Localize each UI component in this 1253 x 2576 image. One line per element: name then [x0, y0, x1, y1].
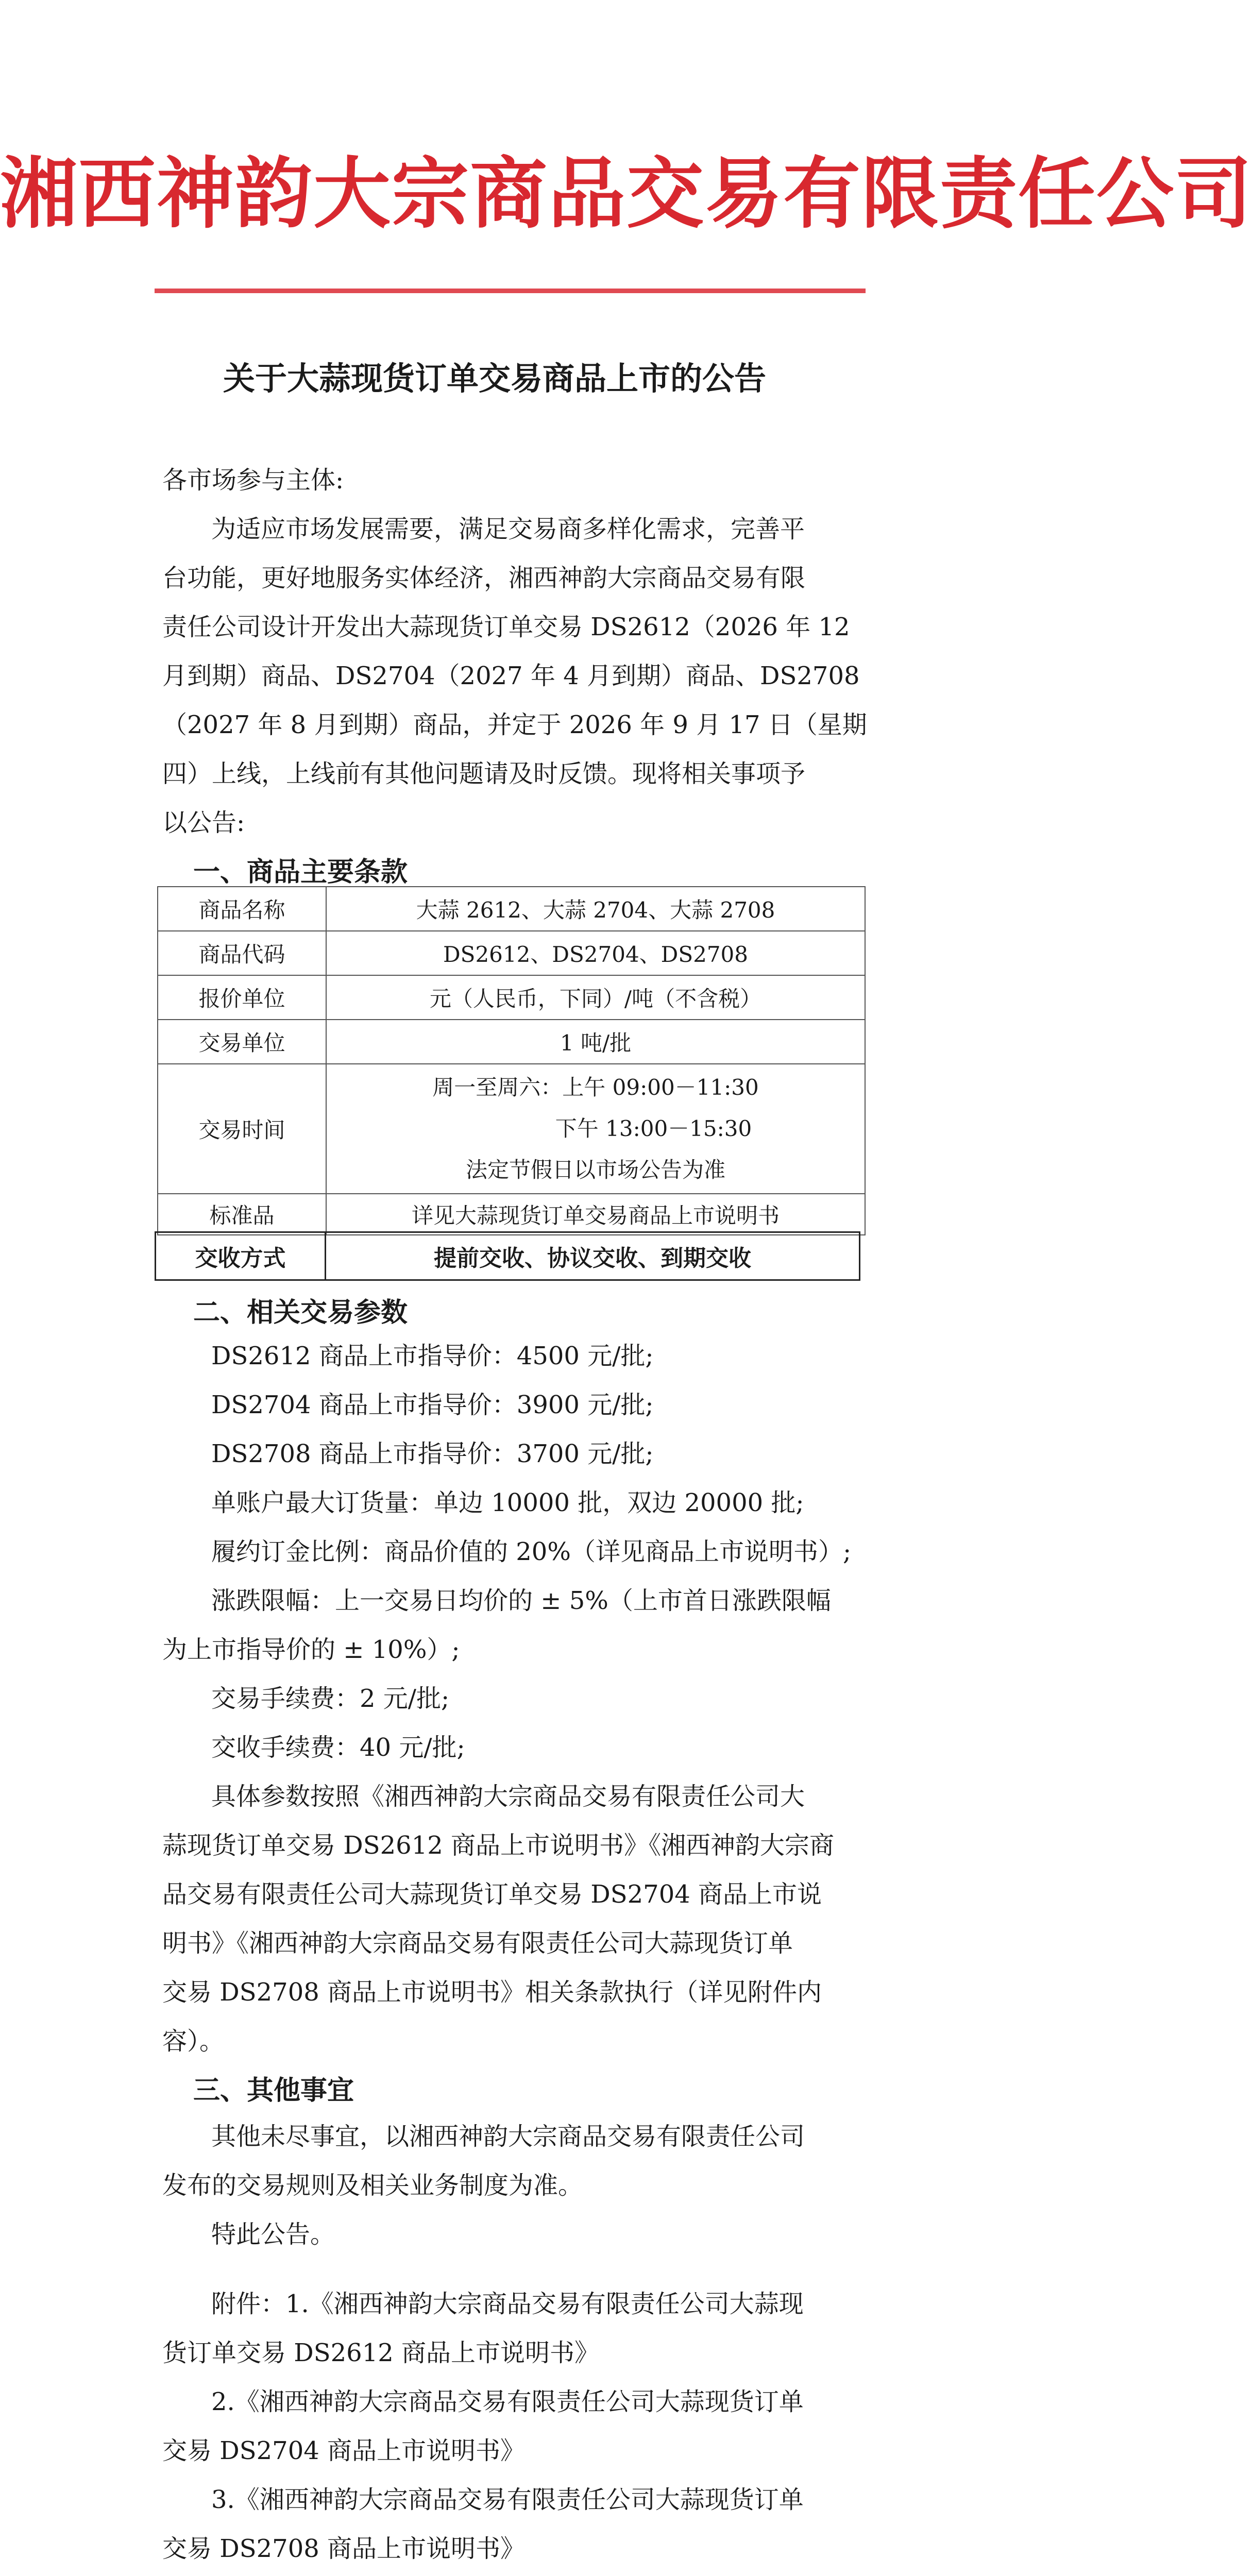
section2-heading: 二、相关交易参数 [193, 1297, 408, 1328]
section3-heading: 三、其他事宜 [193, 2075, 354, 2106]
table-row [158, 1194, 865, 1235]
intro-line: 月到期）商品、DS2704（2027 年 4 月到期）商品、DS2708 [162, 662, 860, 690]
param-line: DS2708 商品上市指导价：3700 元/批; [211, 1439, 654, 1468]
param-line: 为上市指导价的 ± 10%）; [162, 1635, 460, 1664]
param-line: 容）。 [162, 2027, 225, 2056]
other-line: 发布的交易规则及相关业务制度为准。 [162, 2171, 583, 2200]
intro-line: 台功能，更好地服务实体经济，湘西神韵大宗商品交易有限 [162, 564, 806, 592]
header-divider [155, 289, 866, 293]
row-label: 交易时间 [158, 1064, 326, 1194]
other-matters [162, 2112, 805, 2259]
row-label: 交易单位 [158, 1020, 326, 1064]
row-value: 1 吨/批 [326, 1020, 865, 1064]
row-value: 大蒜 2612、大蒜 2704、大蒜 2708 [326, 887, 865, 931]
param-line: 交易手续费：2 元/批; [211, 1684, 450, 1713]
intro-paragraph [162, 505, 867, 848]
trading-time-line: 周一至周六：上午 09:00－11:30 [432, 1075, 759, 1100]
row-label: 标准品 [158, 1194, 326, 1235]
trading-time-cell [326, 1064, 865, 1194]
param-line: 蒜现货订单交易 DS2612 商品上市说明书》《湘西神韵大宗商 [162, 1831, 835, 1860]
param-line: 具体参数按照《湘西神韵大宗商品交易有限责任公司大 [211, 1782, 805, 1811]
param-line: 品交易有限责任公司大蒜现货订单交易 DS2704 商品上市说 [162, 1880, 822, 1909]
param-line: 单账户最大订货量：单边 10000 批，双边 20000 批; [211, 1488, 804, 1517]
table-row [158, 1064, 865, 1194]
row-label: 商品名称 [158, 887, 326, 931]
row-label: 交收方式 [156, 1232, 326, 1280]
param-line: 交收手续费：40 元/批; [211, 1733, 465, 1762]
intro-line: 为适应市场发展需要，满足交易商多样化需求，完善平 [211, 515, 805, 544]
notice-title: 关于大蒜现货订单交易商品上市的公告 [223, 360, 766, 397]
other-line: 其他未尽事宜，以湘西神韵大宗商品交易有限责任公司 [211, 2122, 805, 2151]
company-header: 湘西神韵大宗商品交易有限责任公司 [0, 148, 1253, 239]
attachment-line: 3.《湘西神韵大宗商品交易有限责任公司大蒜现货订单 [211, 2485, 804, 2514]
param-line: DS2704 商品上市指导价：3900 元/批; [211, 1391, 654, 1419]
row-value: 详见大蒜现货订单交易商品上市说明书 [326, 1194, 865, 1235]
intro-line: 责任公司设计开发出大蒜现货订单交易 DS2612（2026 年 12 [162, 613, 850, 641]
row-label: 报价单位 [158, 975, 326, 1020]
attachment-line: 交易 DS2704 商品上市说明书》 [162, 2436, 526, 2465]
attachment-line: 2.《湘西神韵大宗商品交易有限责任公司大蒜现货订单 [211, 2387, 804, 2416]
param-line: 履约订金比例：商品价值的 20%（详见商品上市说明书）; [211, 1537, 852, 1566]
row-value: 提前交收、协议交收、到期交收 [326, 1232, 860, 1280]
table-row [158, 887, 865, 931]
row-value: DS2612、DS2704、DS2708 [326, 931, 865, 975]
terms-table [157, 886, 866, 1235]
param-line: 明书》《湘西神韵大宗商品交易有限责任公司大蒜现货订单 [162, 1929, 793, 1958]
intro-line: （2027 年 8 月到期）商品，并定于 2026 年 9 月 17 日（星期 [162, 710, 867, 739]
param-line: DS2612 商品上市指导价：4500 元/批; [211, 1342, 654, 1370]
table-row [156, 1232, 860, 1280]
table-row [158, 1020, 865, 1064]
other-line: 特此公告。 [211, 2220, 335, 2249]
attachments [162, 2280, 804, 2573]
param-line: 涨跌限幅：上一交易日均价的 ± 5%（上市首日涨跌限幅 [211, 1586, 831, 1615]
attachment-line: 附件：1.《湘西神韵大宗商品交易有限责任公司大蒜现 [211, 2290, 804, 2318]
intro-line: 四）上线，上线前有其他问题请及时反馈。现将相关事项予 [162, 759, 806, 788]
row-value: 元（人民币，下同）/吨（不含税） [326, 975, 865, 1020]
trading-time-line: 法定节假日以市场公告为准 [465, 1157, 725, 1182]
attachment-line: 交易 DS2708 商品上市说明书》 [162, 2534, 526, 2563]
delivery-table [155, 1231, 860, 1281]
intro-line: 以公告: [162, 808, 245, 837]
param-line: 交易 DS2708 商品上市说明书》相关条款执行（详见附件内 [162, 1978, 822, 2007]
row-label: 商品代码 [158, 931, 326, 975]
trading-time-line: 下午 13:00－15:30 [555, 1116, 752, 1141]
params-list [162, 1332, 851, 2066]
table-row [158, 975, 865, 1020]
salutation: 各市场参与主体: [162, 466, 344, 495]
table-row [158, 931, 865, 975]
section1-heading: 一、商品主要条款 [193, 856, 408, 888]
attachment-line: 货订单交易 DS2612 商品上市说明书》 [162, 2338, 600, 2367]
